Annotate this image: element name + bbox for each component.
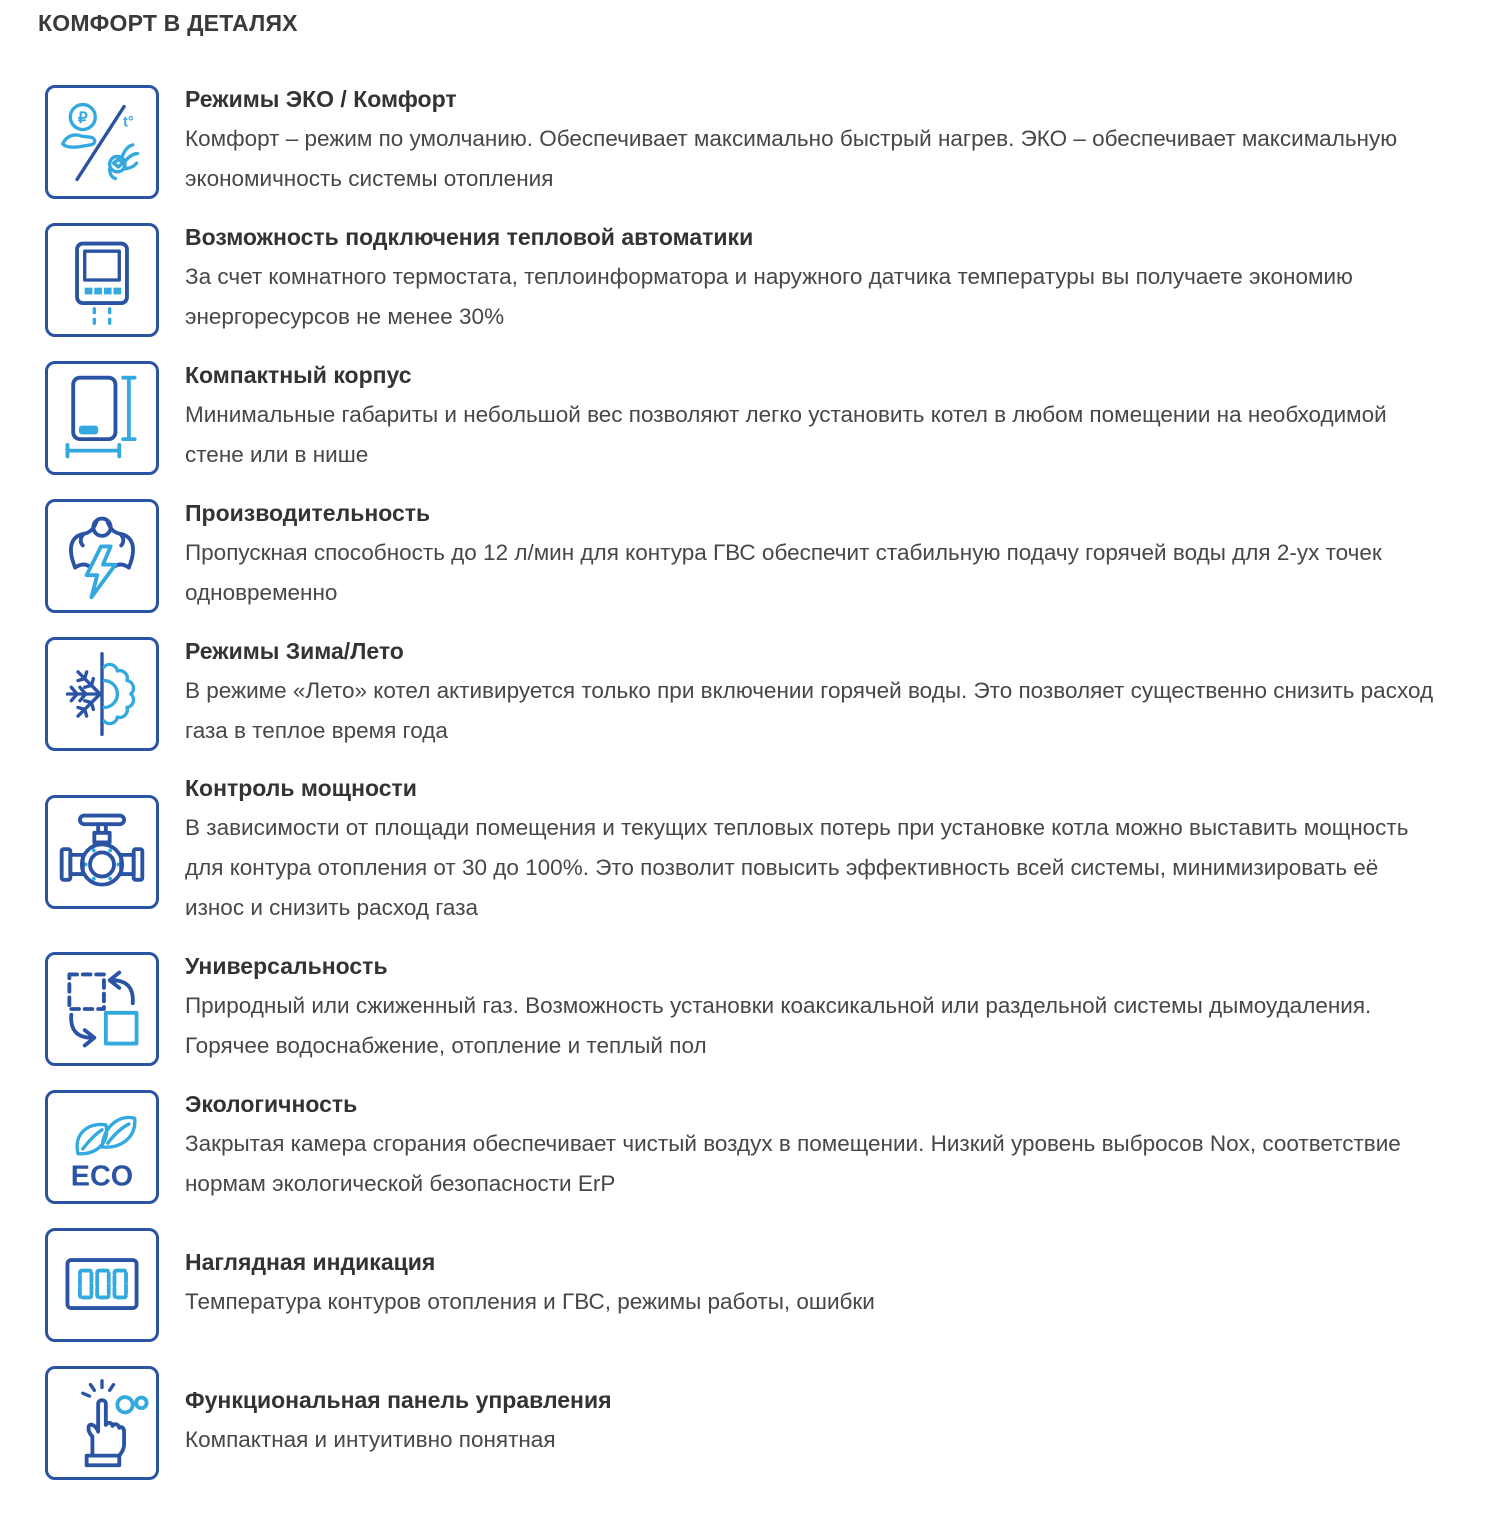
feature-row-performance xyxy=(45,499,1460,613)
thermostat-icon xyxy=(45,223,159,337)
feature-heading: Компактный корпус xyxy=(185,361,412,388)
feature-heading: Универсальность xyxy=(185,952,388,979)
svg-text:₽: ₽ xyxy=(77,109,88,127)
strongman-lightning-icon xyxy=(45,499,159,613)
feature-row-universal xyxy=(45,952,1460,1066)
feature-description: Закрытая камера сгорания обеспечивает чистый воздух в помещении. Низкий уровень выбросов Nox, соответствие нормам экологической безопасности ErP xyxy=(185,1130,1401,1196)
feature-row-winter-summer xyxy=(45,637,1460,751)
svg-text:ECO: ECO xyxy=(70,1160,134,1193)
feature-heading: Режимы ЭКО / Комфорт xyxy=(185,85,457,112)
feature-row-compact xyxy=(45,361,1460,475)
feature-row-automation xyxy=(45,223,1460,337)
feature-description: В зависимости от площади помещения и текущих тепловых потерь при установке котла можно выставить мощность для контура отопления от 30 до 100%. Это позволит повысить эффективность всей системы, минимизировать её износ и снизить расход газа xyxy=(185,815,1409,920)
feature-heading: Возможность подключения тепловой автоматики xyxy=(185,223,754,250)
compact-dimensions-icon xyxy=(45,361,159,475)
feature-row-control-panel xyxy=(45,1366,1460,1480)
feature-heading: Производительность xyxy=(185,499,431,526)
feature-description: Минимальные габариты и небольшой вес позволяют легко установить котел в любом помещении на необходимой стене или в нише xyxy=(185,401,1387,467)
feature-heading: Экологичность xyxy=(185,1090,358,1117)
touch-hand-icon xyxy=(45,1366,159,1480)
feature-heading: Режимы Зима/Лето xyxy=(185,637,404,664)
eco-leaves-icon xyxy=(45,1090,159,1204)
swap-squares-icon xyxy=(45,952,159,1066)
svg-text:t°: t° xyxy=(123,114,134,131)
page-title: КОМФОРТ В ДЕТАЛЯХ xyxy=(38,10,298,36)
valve-icon xyxy=(45,795,159,909)
feature-heading: Функциональная панель управления xyxy=(185,1386,612,1413)
feature-row-indication xyxy=(45,1228,1460,1342)
feature-description: Температура контуров отопления и ГВС, режимы работы, ошибки xyxy=(185,1288,875,1314)
feature-description: Природный или сжиженный газ. Возможность установки коаксикальной или раздельной системы дымоудаления. Горячее водоснабжение, отопление и теплый пол xyxy=(185,992,1372,1058)
feature-row-eco xyxy=(45,1090,1460,1204)
feature-description: В режиме «Лето» котел активируется только при включении горячей воды. Это позволяет существенно снизить расход газа в теплое время года xyxy=(185,677,1434,743)
feature-heading: Контроль мощности xyxy=(185,775,417,801)
feature-description: За счет комнатного термостата, теплоинформатора и наружного датчика температуры вы получаете экономию энергоресурсов не менее 30% xyxy=(185,263,1353,329)
digital-display-icon xyxy=(45,1228,159,1342)
feature-description: Комфорт – режим по умолчанию. Обеспечивает максимально быстрый нагрев. ЭКО – обеспечивает максимальную экономичность системы отопления xyxy=(185,125,1398,191)
snowflake-sun-icon xyxy=(45,637,159,751)
feature-row-power-control xyxy=(45,775,1460,928)
feature-heading: Наглядная индикация xyxy=(185,1248,436,1275)
feature-description: Компактная и интуитивно понятная xyxy=(185,1426,556,1452)
feature-description: Пропускная способность до 12 л/мин для контура ГВС обеспечит стабильную подачу горячей воды для 2-ух точек одновременно xyxy=(185,539,1382,605)
eco-comfort-icon xyxy=(45,85,159,199)
feature-row-eco-comfort xyxy=(45,85,1460,199)
